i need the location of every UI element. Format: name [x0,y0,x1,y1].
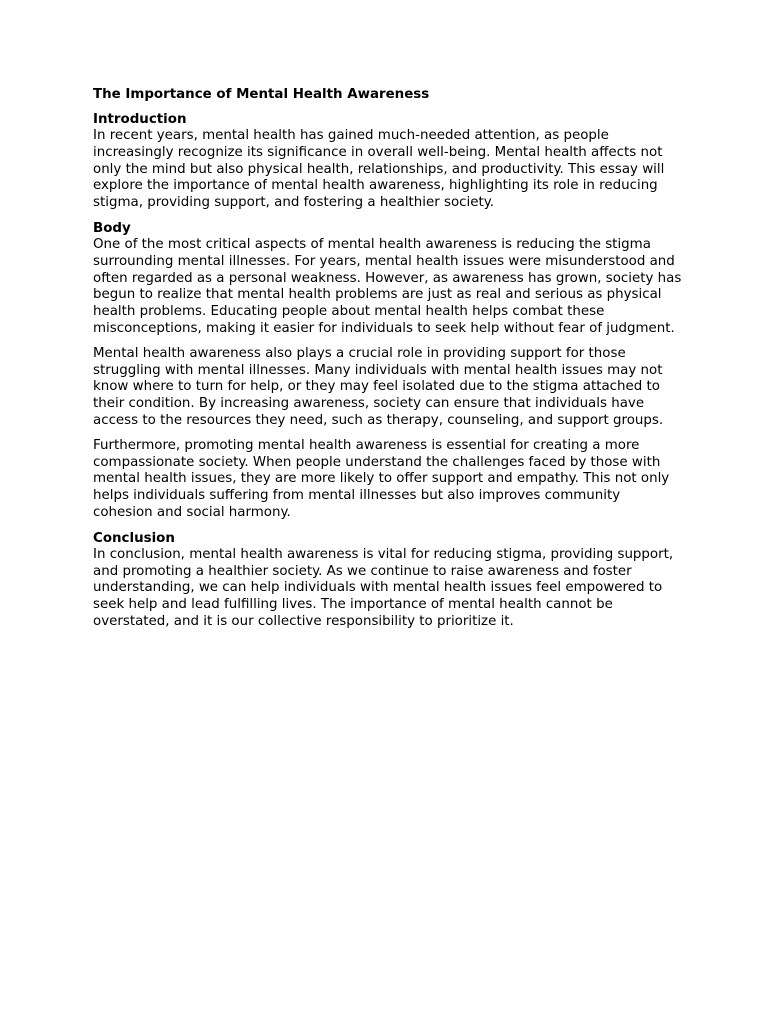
paragraph: One of the most critical aspects of mental health awareness is reducing the stigma surrounding mental illnesses. For years, mental health issues were misunderstood and often regarded as a personal weakness. However, as awareness has grown, society has begun to realize that mental health problems are just as real and serious as physical health problems. Educating people about mental health helps combat these misconceptions, making it easier for individuals to seek help without fear of judgment. [93,236,682,336]
section-heading-body: Body [93,220,131,236]
paragraph: In conclusion, mental health awareness is vital for reducing stigma, providing support, and promoting a healthier society. As we continue to raise awareness and foster understanding, we can help individuals with mental health issues feel empowered to seek help and lead fulfilling lives. The importance of mental health cannot be overstated, and it is our collective responsibility to prioritize it. [93,546,674,629]
paragraph: In recent years, mental health has gained much-needed attention, as people increasingly recognize its significance in overall well-being. Mental health affects not only the mind but also physical health, relationships, and productivity. This essay will explore the importance of mental health awareness, highlighting its role in reducing stigma, providing support, and fostering a healthier society. [93,128,665,211]
section-heading-conclusion: Conclusion [93,530,175,546]
document-title: The Importance of Mental Health Awareness [93,87,430,102]
section-conclusion [93,530,683,631]
section-heading-introduction: Introduction [93,112,187,127]
paragraph: Mental health awareness also plays a crucial role in providing support for those struggling with mental illnesses. Many individuals with mental health issues may not know where to turn for help, or they may feel isolated due to the stigma attached to their condition. By increasing awareness, society can ensure that individuals have access to the resources they need, such as therapy, counseling, and support groups. [93,345,664,428]
paragraph: Furthermore, promoting mental health awareness is essential for creating a more compassionate society. When people understand the challenges faced by those with mental health issues, they are more likely to offer support and empathy. This not only helps individuals suffering from mental illnesses but also improves community cohesion and social harmony. [93,437,670,520]
section-introduction [93,111,683,212]
document-body [93,86,683,639]
section-body [93,220,683,522]
